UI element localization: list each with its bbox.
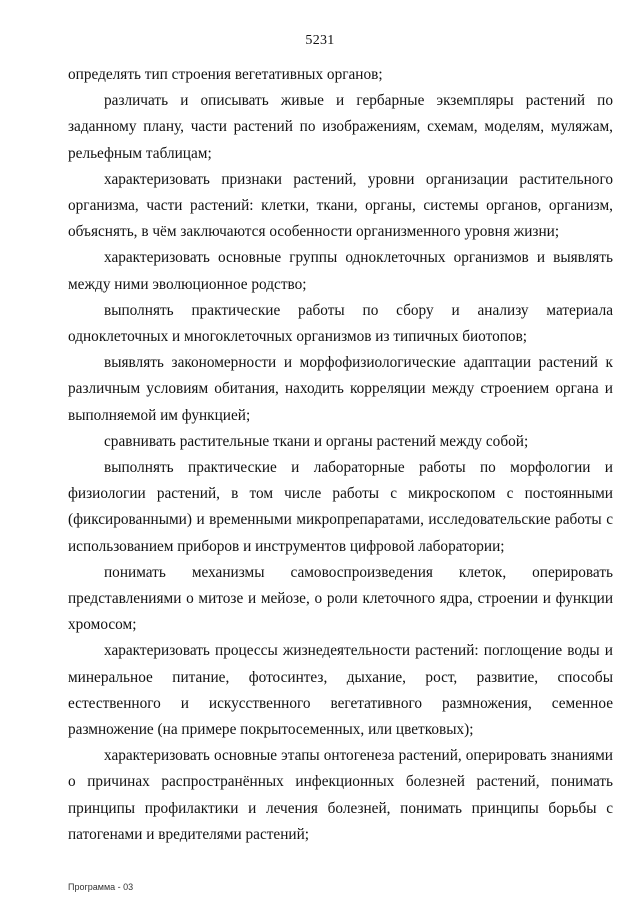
- paragraph: выполнять практические и лабораторные работы по морфологии и физиологии растений, в том числе работы с микроскопом с постоянными (фиксированными) и временными микропрепаратами, исследовательские работы с использованием приборов и инструментов цифровой лаборатории;: [68, 459, 613, 555]
- paragraph: характеризовать основные этапы онтогенеза растений, оперировать знаниями о причинах распространённых инфекционных болезней растений, понимать принципы профилактики и лечения болезней, понимать принципы борьбы с патогенами и вредителями растений;: [68, 747, 613, 843]
- document-body: [68, 62, 613, 848]
- paragraph: различать и описывать живые и гербарные экземпляры растений по заданному плану, части растений по изображениям, схемам, моделям, муляжам, рельефным таблицам;: [68, 92, 613, 162]
- paragraph: понимать механизмы самовоспроизведения клеток, оперировать представлениями о митозе и мейозе, о роли клеточного ядра, строении и функции хромосом;: [68, 563, 613, 634]
- paragraph: выполнять практические работы по сбору и анализу материала одноклеточных и многоклеточных организмов из типичных биотопов;: [68, 301, 613, 346]
- paragraph: характеризовать процессы жизнедеятельности растений: поглощение воды и минеральное питание, фотосинтез, дыхание, рост, развитие, способы естественного и искусственного вегетативного размножения, семенное размножение (на примере покрытосеменных, или цветковых);: [68, 642, 613, 739]
- page-number: 5231: [305, 33, 335, 48]
- paragraph: выявлять закономерности и морфофизиологические адаптации растений к различным условиям обитания, находить корреляции между строением органа и выполняемой им функцией;: [68, 354, 613, 424]
- paragraph: сравнивать растительные ткани и органы растений между собой;: [104, 432, 529, 450]
- paragraph: характеризовать признаки растений, уровни организации растительного организма, части растений: клетки, ткани, органы, системы органов, организм, объяснять, в чём заключаются особенности организменного уровня жизни;: [68, 170, 613, 241]
- paragraph: характеризовать основные группы одноклеточных организмов и выявлять между ними эволюционное родство;: [68, 249, 613, 293]
- footer-label: Программа - 03: [68, 882, 134, 892]
- paragraph: определять тип строения вегетативных органов;: [68, 66, 383, 83]
